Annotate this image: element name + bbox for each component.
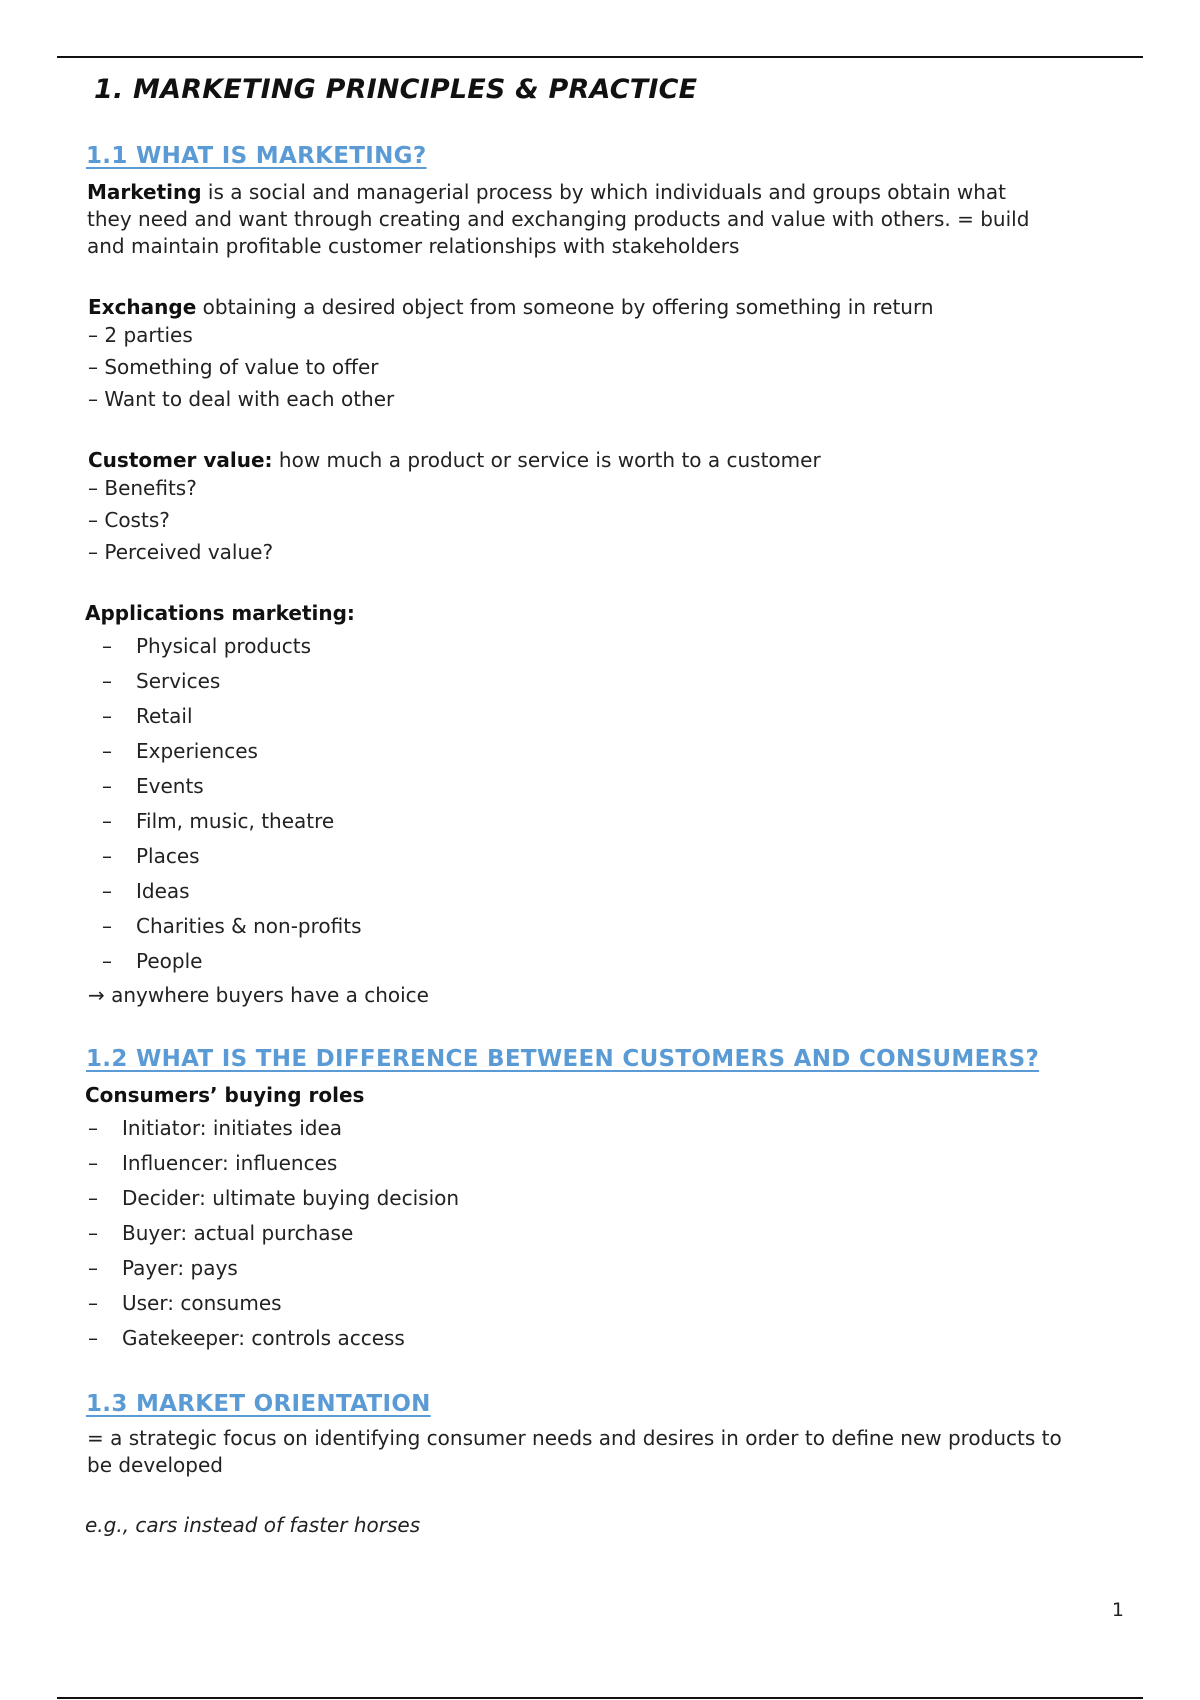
marketing-term: Marketing <box>87 180 202 204</box>
list-item: Experiences <box>136 739 258 763</box>
list-bullet: – <box>88 1151 98 1175</box>
list-item: Decider: ultimate buying decision <box>122 1186 460 1210</box>
exchange-term: Exchange <box>88 295 197 319</box>
market-orientation-line-1: = a strategic focus on identifying consumer needs and desires in order to define new products to <box>87 1426 1062 1450</box>
list-item: Retail <box>136 704 193 728</box>
bottom-rule <box>57 1697 1143 1699</box>
list-bullet: – <box>102 704 112 728</box>
list-item: Physical products <box>136 634 312 658</box>
list-item: Initiator: initiates idea <box>122 1116 343 1140</box>
customer-value-definition <box>88 447 821 474</box>
document-title: 1. MARKETING PRINCIPLES & PRACTICE <box>94 74 698 105</box>
list-bullet: – <box>88 1256 98 1280</box>
marketing-def-line-3: and maintain profitable customer relationships with stakeholders <box>87 234 740 258</box>
list-bullet: – <box>102 774 112 798</box>
list-item: Services <box>136 669 221 693</box>
list-bullet: – <box>88 1326 98 1350</box>
list-item: – Something of value to offer <box>88 355 379 379</box>
list-item: – 2 parties <box>88 323 193 347</box>
page-number: 1 <box>1111 1599 1124 1621</box>
list-bullet: – <box>88 1291 98 1315</box>
list-item: Film, music, theatre <box>136 809 335 833</box>
list-item: – Want to deal with each other <box>88 387 395 411</box>
list-item: Buyer: actual purchase <box>122 1221 354 1245</box>
market-orientation-example: e.g., cars instead of faster horses <box>85 1513 421 1537</box>
customer-value-def: how much a product or service is worth to a customer <box>272 448 821 472</box>
applications-note: → anywhere buyers have a choice <box>88 983 429 1007</box>
list-item: Payer: pays <box>122 1256 238 1280</box>
list-item: User: consumes <box>122 1291 282 1315</box>
exchange-definition <box>88 294 934 321</box>
list-bullet: – <box>88 1116 98 1140</box>
list-bullet: – <box>102 809 112 833</box>
list-item: Charities & non-profits <box>136 914 362 938</box>
list-bullet: – <box>102 844 112 868</box>
list-item: People <box>136 949 203 973</box>
list-bullet: – <box>102 739 112 763</box>
exchange-def: obtaining a desired object from someone by offering something in return <box>196 295 934 319</box>
top-rule <box>57 56 1143 58</box>
section-heading-what-is-marketing: 1.1 WHAT IS MARKETING? <box>86 143 427 169</box>
list-bullet: – <box>88 1186 98 1210</box>
market-orientation-line-2: be developed <box>87 1453 223 1477</box>
section-heading-customers-vs-consumers: 1.2 WHAT IS THE DIFFERENCE BETWEEN CUSTOMERS AND CONSUMERS? <box>86 1046 1040 1072</box>
list-bullet: – <box>102 669 112 693</box>
list-bullet: – <box>88 1221 98 1245</box>
list-item: – Benefits? <box>88 476 197 500</box>
list-item: Influencer: influences <box>122 1151 338 1175</box>
market-orientation-definition <box>87 1425 1127 1479</box>
list-item: Ideas <box>136 879 190 903</box>
buying-roles-heading: Consumers’ buying roles <box>85 1083 365 1107</box>
list-item: Gatekeeper: controls access <box>122 1326 405 1350</box>
list-item: Events <box>136 774 204 798</box>
list-bullet: – <box>102 634 112 658</box>
list-item: – Perceived value? <box>88 540 274 564</box>
marketing-def-line-1: is a social and managerial process by which individuals and groups obtain what <box>201 180 1007 204</box>
marketing-def-line-2: they need and want through creating and exchanging products and value with others. = build <box>87 207 1030 231</box>
marketing-definition <box>87 179 1127 260</box>
applications-heading: Applications marketing: <box>85 601 355 625</box>
list-bullet: – <box>102 949 112 973</box>
list-item: – Costs? <box>88 508 170 532</box>
list-bullet: – <box>102 914 112 938</box>
list-bullet: – <box>102 879 112 903</box>
list-item: Places <box>136 844 200 868</box>
section-heading-market-orientation: 1.3 MARKET ORIENTATION <box>86 1391 431 1417</box>
customer-value-term: Customer value: <box>88 448 273 472</box>
